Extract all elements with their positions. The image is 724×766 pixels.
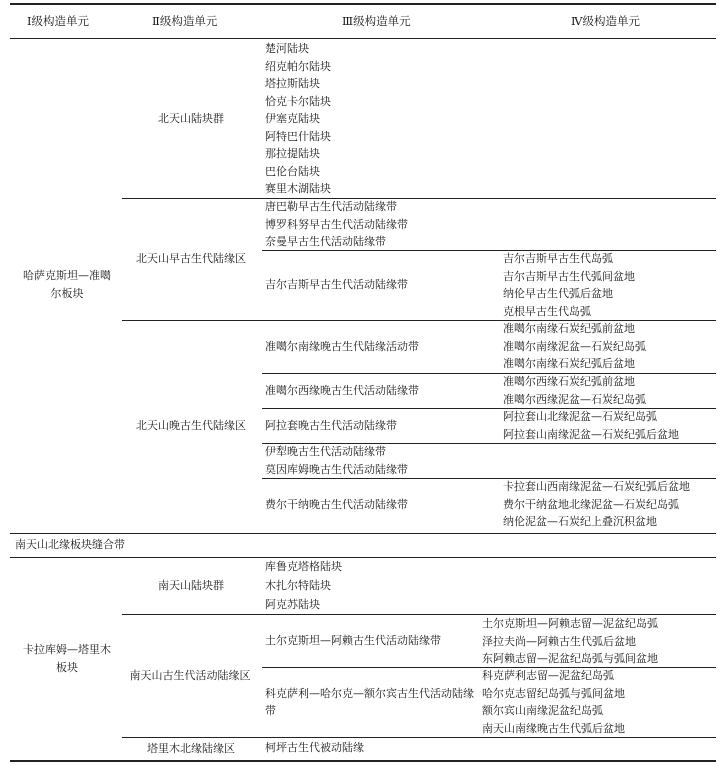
level4-item: 阿拉套山南缘泥盆—石炭纪弧后盆地 xyxy=(503,427,679,441)
level3-item: 库鲁克塔格陆块 xyxy=(265,560,342,573)
level3-item: 唐巴勒早古生代活动陆缘带 xyxy=(265,200,397,213)
header-rule xyxy=(10,38,716,39)
level3-item: 塔拉斯陆块 xyxy=(265,77,320,90)
level3-label: 土尔克斯坦—阿赖古生代活动陆缘带 xyxy=(265,634,441,648)
level4-item: 土尔克斯坦—阿赖志留—泥盆纪岛弧 xyxy=(482,617,658,630)
level4-item: 卡拉套山西南缘泥盆—石炭纪弧后盆地 xyxy=(503,480,690,493)
level2-north-block-group xyxy=(120,40,262,197)
level4-item: 准噶尔西缘泥盆—石炭纪岛弧 xyxy=(503,392,646,406)
level2-label: 塔里木北缘陆缘区 xyxy=(147,742,235,756)
level1-kazakhstan-junggar xyxy=(12,40,122,530)
level4-item: 费尔干纳盆地北缘泥盆—石炭纪岛弧 xyxy=(503,497,679,511)
level4-item: 阿拉套山北缘泥盆—石炭纪岛弧 xyxy=(503,410,657,423)
header-level2: Ⅱ级构造单元 xyxy=(152,14,218,28)
level3-item: 楚河陆块 xyxy=(265,42,309,55)
level3-label: 吉尔吉斯早古生代活动陆缘带 xyxy=(265,278,408,292)
level4-item: 克根早古生代岛弧 xyxy=(503,304,591,318)
level4-item: 科克萨利志留—泥盆纪岛弧 xyxy=(482,669,614,682)
level4-item: 纳伦早古生代弧后盆地 xyxy=(503,287,613,300)
level3-alatau xyxy=(265,409,495,443)
level3-item: 博罗科努早古生代活动陆缘带 xyxy=(265,217,408,231)
level3-item: 绍克帕尔陆块 xyxy=(265,59,331,73)
level3-item: 伊塞克陆块 xyxy=(265,112,320,125)
level3-item: 柯坪古生代被动陆缘 xyxy=(265,741,364,754)
level4-item: 纳伦泥盆—石炭纪上叠沉积盆地 xyxy=(503,515,657,528)
level2-label: 北天山晚古生代陆缘区 xyxy=(136,419,246,433)
suture-zone: 南天山北缘板块缝合带 xyxy=(15,538,125,551)
header-level1: Ⅰ级构造单元 xyxy=(27,14,90,28)
level2-tarim-margin xyxy=(120,738,262,760)
level3-turkestan xyxy=(265,615,475,667)
level3-item: 奈曼早古生代活动陆缘带 xyxy=(265,235,386,248)
level3-kyrgyz xyxy=(265,251,495,319)
level3-item: 阿特巴什陆块 xyxy=(265,129,331,143)
level4-item: 准噶尔南缘石炭纪弧前盆地 xyxy=(503,322,635,335)
level2-label: 南天山古生代活动陆缘区 xyxy=(129,668,251,682)
level3-item: 恰克卡尔陆块 xyxy=(265,94,331,108)
level2-south-margin xyxy=(115,615,265,736)
level3-label: 阿拉套晚古生代活动陆缘带 xyxy=(265,419,397,433)
level3-item: 那拉提陆块 xyxy=(265,147,320,160)
level3-item: 木扎尔特陆块 xyxy=(265,578,331,592)
level1-label: 卡拉库姆—塔里木板块 xyxy=(23,643,111,674)
level3-fergana xyxy=(265,479,495,531)
level2-label: 南天山陆块群 xyxy=(158,579,224,593)
level3-label: 准噶尔南缘晚古生代陆缘活动带 xyxy=(265,340,419,354)
level2-north-late-margin xyxy=(120,321,262,531)
level3-label: 准噶尔西缘晚古生代活动陆缘带 xyxy=(265,384,419,398)
level3-label: 费尔干纳晚古生代活动陆缘带 xyxy=(265,498,408,512)
level2-label: 北天山早古生代陆缘区 xyxy=(136,252,246,266)
level2-label: 北天山陆块群 xyxy=(158,111,224,125)
level2-south-block-group xyxy=(120,558,262,614)
level4-item: 准噶尔南缘泥盆—石炭纪岛弧 xyxy=(503,339,646,353)
header-level3: Ⅲ级构造单元 xyxy=(342,14,411,28)
level3-item: 阿克苏陆块 xyxy=(265,598,320,611)
header-level4: Ⅳ级构造单元 xyxy=(571,14,640,28)
level4-item: 准噶尔南缘石炭纪弧后盆地 xyxy=(503,357,635,370)
level4-item: 吉尔吉斯早古生代岛弧 xyxy=(503,252,613,265)
level4-item: 东阿赖志留—泥盆纪岛弧与弧间盆地 xyxy=(482,652,658,665)
level3-kokshaal xyxy=(265,668,477,736)
level3-item: 伊犁晚古生代活动陆缘带 xyxy=(265,445,386,458)
section-rule xyxy=(10,533,716,534)
level3-item: 赛里木湖陆块 xyxy=(265,182,331,195)
level4-item: 南天山南缘晚古生代弧后盆地 xyxy=(482,721,625,735)
level4-item: 哈尔克志留纪岛弧与弧间盆地 xyxy=(482,686,625,700)
level3-junggar-west xyxy=(265,374,495,408)
bottom-rule xyxy=(10,760,716,762)
top-rule xyxy=(10,3,716,5)
level1-karakum-tarim xyxy=(12,558,122,760)
level4-item: 泽拉夫尚—阿赖古生代弧后盆地 xyxy=(482,634,636,648)
level3-item: 巴伦台陆块 xyxy=(265,164,320,178)
level1-label: 哈萨克斯坦—准噶尔板块 xyxy=(23,269,111,300)
level3-label: 科克萨利—哈尔克—额尔宾古生代活动陆缘带 xyxy=(265,686,474,717)
level4-item: 准噶尔西缘石炭纪弧前盆地 xyxy=(503,375,635,388)
level4-item: 吉尔吉斯早古生代弧间盆地 xyxy=(503,269,635,283)
level3-item: 莫因库姆晚古生代活动陆缘带 xyxy=(265,462,408,476)
level4-item: 额尔宾山南缘泥盆纪岛弧 xyxy=(482,704,603,717)
level2-north-early-margin xyxy=(120,199,262,319)
level3-junggar-south xyxy=(265,320,495,374)
